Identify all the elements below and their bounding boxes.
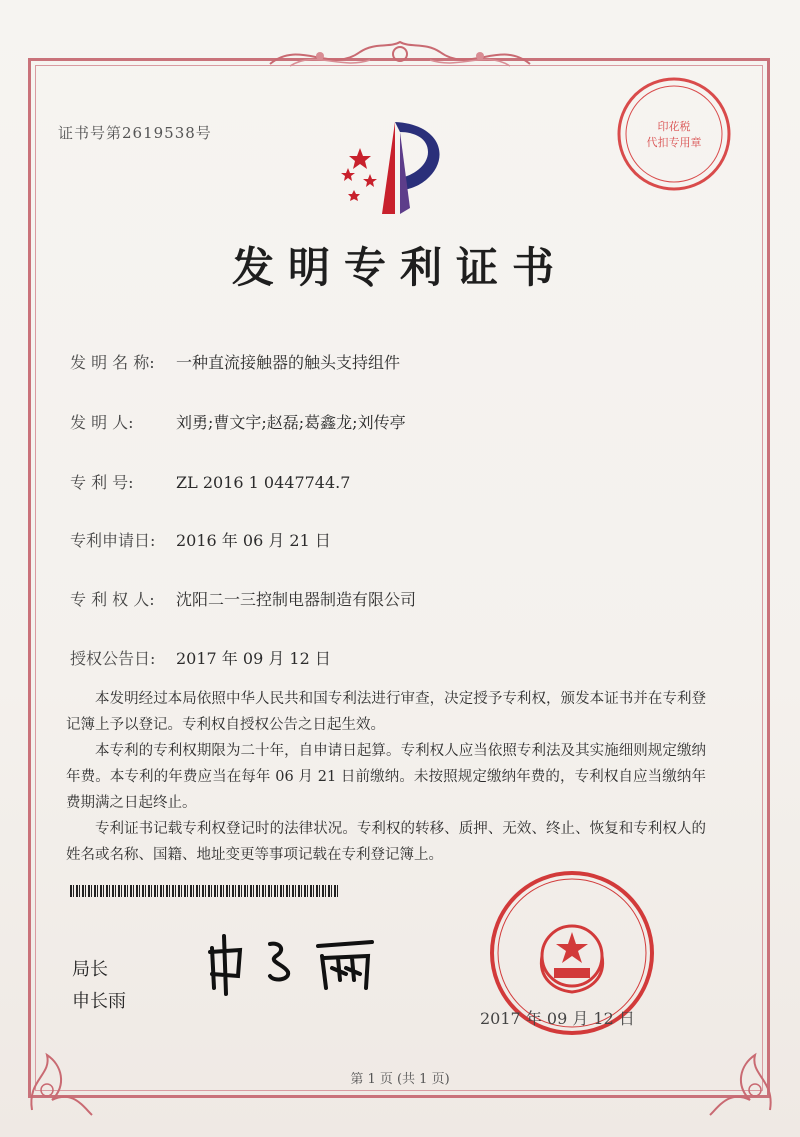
field-value: 2017 年 09 月 12 日 bbox=[176, 649, 331, 668]
top-ornament bbox=[260, 34, 540, 78]
director-title: 局长 bbox=[72, 959, 108, 980]
cnipa-logo bbox=[330, 118, 460, 218]
field-label: 专 利 权 人: bbox=[70, 590, 155, 609]
tax-stamp-center-1: 印花税 bbox=[657, 120, 691, 133]
certificate-title: 发明专利证书 bbox=[231, 243, 568, 292]
field-filing-date bbox=[70, 528, 331, 551]
field-label: 发 明 人: bbox=[70, 413, 134, 432]
tax-stamp bbox=[614, 74, 734, 194]
field-value: 一种直流接触器的触头支持组件 bbox=[176, 353, 401, 372]
field-inventors bbox=[70, 410, 406, 433]
field-patentee bbox=[70, 587, 416, 610]
field-value: 沈阳二一三控制电器制造有限公司 bbox=[176, 590, 417, 609]
body-paragraph: 专利证书记载专利权登记时的法律状况。专利权的转移、质押、无效、终止、恢复和专利权人的姓名或名称、国籍、地址变更等事项记载在专利登记簿上。 bbox=[66, 821, 706, 863]
field-label: 专利申请日: bbox=[70, 531, 156, 550]
director-signature bbox=[200, 928, 400, 998]
field-value: ZL 2016 1 0447744.7 bbox=[176, 473, 351, 492]
certificate-body bbox=[66, 686, 706, 868]
field-value: 2016 年 06 月 21 日 bbox=[176, 531, 331, 550]
field-invention-name bbox=[70, 350, 400, 373]
field-label: 发 明 名 称: bbox=[70, 353, 155, 372]
barcode bbox=[70, 885, 340, 897]
field-patent-number bbox=[70, 470, 350, 493]
director-name: 申长雨 bbox=[72, 991, 126, 1012]
field-label: 授权公告日: bbox=[70, 649, 156, 668]
certificate-number: 证书号第2619538号 bbox=[58, 124, 212, 142]
tax-stamp-center-2: 代扣专用章 bbox=[646, 136, 702, 149]
field-value: 刘勇;曹文宇;赵磊;葛鑫龙;刘传亭 bbox=[176, 413, 406, 432]
body-paragraph: 本专利的专利权期限为二十年，自申请日起算。专利权人应当依照专利法及其实施细则规定缴纳年费。本专利的年费应当在每年 06 月 21 日前缴纳。未按照规定缴纳年费的，专利权自应当缴纳年费期满之日起终止。 bbox=[66, 743, 706, 811]
field-label: 专 利 号: bbox=[70, 473, 134, 492]
field-grant-date bbox=[70, 646, 331, 669]
body-paragraph: 本发明经过本局依照中华人民共和国专利法进行审查，决定授予专利权，颁发本证书并在专利登记簿上予以登记。专利权自授权公告之日起生效。 bbox=[66, 691, 706, 733]
page-number: 第 1 页 (共 1 页) bbox=[350, 1072, 450, 1087]
seal-date: 2017 年 09 月 12 日 bbox=[480, 1009, 635, 1028]
